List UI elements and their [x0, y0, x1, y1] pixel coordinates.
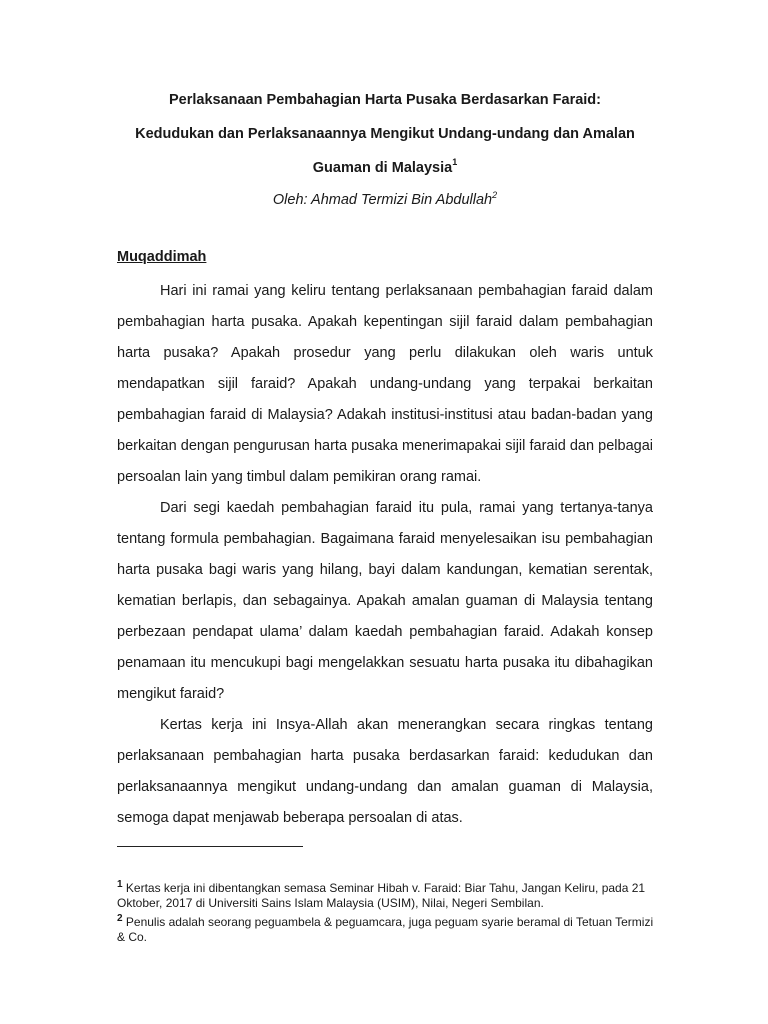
- footnote-2: [117, 911, 657, 945]
- title-line-3: [117, 153, 653, 178]
- body-text: [117, 276, 653, 834]
- footnote-1-text: Kertas kerja ini dibentangkan semasa Seminar Hibah v. Faraid: Biar Tahu, Jangan Keliru, pada 21 Oktober, 2017 di Universiti Sains Islam Malaysia (USIM), Nilai, Negeri Sembilan.: [117, 881, 646, 910]
- footnote-2-marker: 2: [117, 913, 123, 924]
- author-line: [117, 185, 653, 210]
- title-line-3-text: Guaman di Malaysia: [312, 159, 453, 176]
- footnotes: [117, 877, 657, 945]
- footnote-2-text: Penulis adalah seorang peguambela & peguamcara, juga peguam syarie beramal di Tetuan Termizi & Co.: [117, 915, 654, 944]
- title-line-1-text: Perlaksanaan Pembahagian Harta Pusaka Berdasarkan Faraid:: [169, 92, 601, 108]
- footnote-separator: [117, 846, 303, 847]
- author-footnote-marker: 2: [492, 190, 498, 200]
- title-line-2-text: Kedudukan dan Perlaksanaannya Mengikut Undang-undang dan Amalan: [135, 126, 635, 142]
- footnote-1-marker: 1: [117, 879, 123, 890]
- section-heading: Muqaddimah: [117, 249, 207, 265]
- paragraph-1: Hari ini ramai yang keliru tentang perlaksanaan pembahagian faraid dalam pembahagian harta pusaka. Apakah kepentingan sijil faraid dalam pembahagian harta pusaka? Apakah prosedur yang perlu dilakukan oleh waris untuk mendapatkan sijil faraid? Apakah undang-undang yang terpakai berkaitan pembahagian faraid di Malaysia? Adakah institusi-institusi atau badan-badan yang berkaitan dengan pengurusan harta pusaka menerimapakai sijil faraid dan pelbagai persoalan lain yang timbul dalam pemikiran orang ramai.: [117, 283, 653, 485]
- footnote-1: [117, 877, 657, 911]
- author-text: Oleh: Ahmad Termizi Bin Abdullah: [272, 191, 493, 208]
- paragraph-2: Dari segi kaedah pembahagian faraid itu pula, ramai yang tertanya-tanya tentang formula pembahagian. Bagaimana faraid menyelesaikan isu pembahagian harta pusaka bagi waris yang hilang, bayi dalam kandungan, kematian serentak, kematian berlapis, dan sebagainya. Apakah amalan guaman di Malaysia tentang perbezaan pendapat ulama’ dalam kaedah pembahagian faraid. Adakah konsep penamaan itu mencukupi bagi mengelakkan sesuatu harta pusaka itu dibahagikan mengikut faraid?: [117, 500, 653, 702]
- paragraph-3: Kertas kerja ini Insya-Allah akan menerangkan secara ringkas tentang perlaksanaan pembahagian harta pusaka berdasarkan faraid: kedudukan dan perlaksanaannya mengikut undang-undang dan amalan guaman di Malaysia, semoga dapat menjawab beberapa persoalan di atas.: [117, 717, 653, 826]
- title-footnote-marker: 1: [452, 157, 458, 167]
- title-line-2: [117, 124, 653, 144]
- title-line-1: [117, 90, 653, 110]
